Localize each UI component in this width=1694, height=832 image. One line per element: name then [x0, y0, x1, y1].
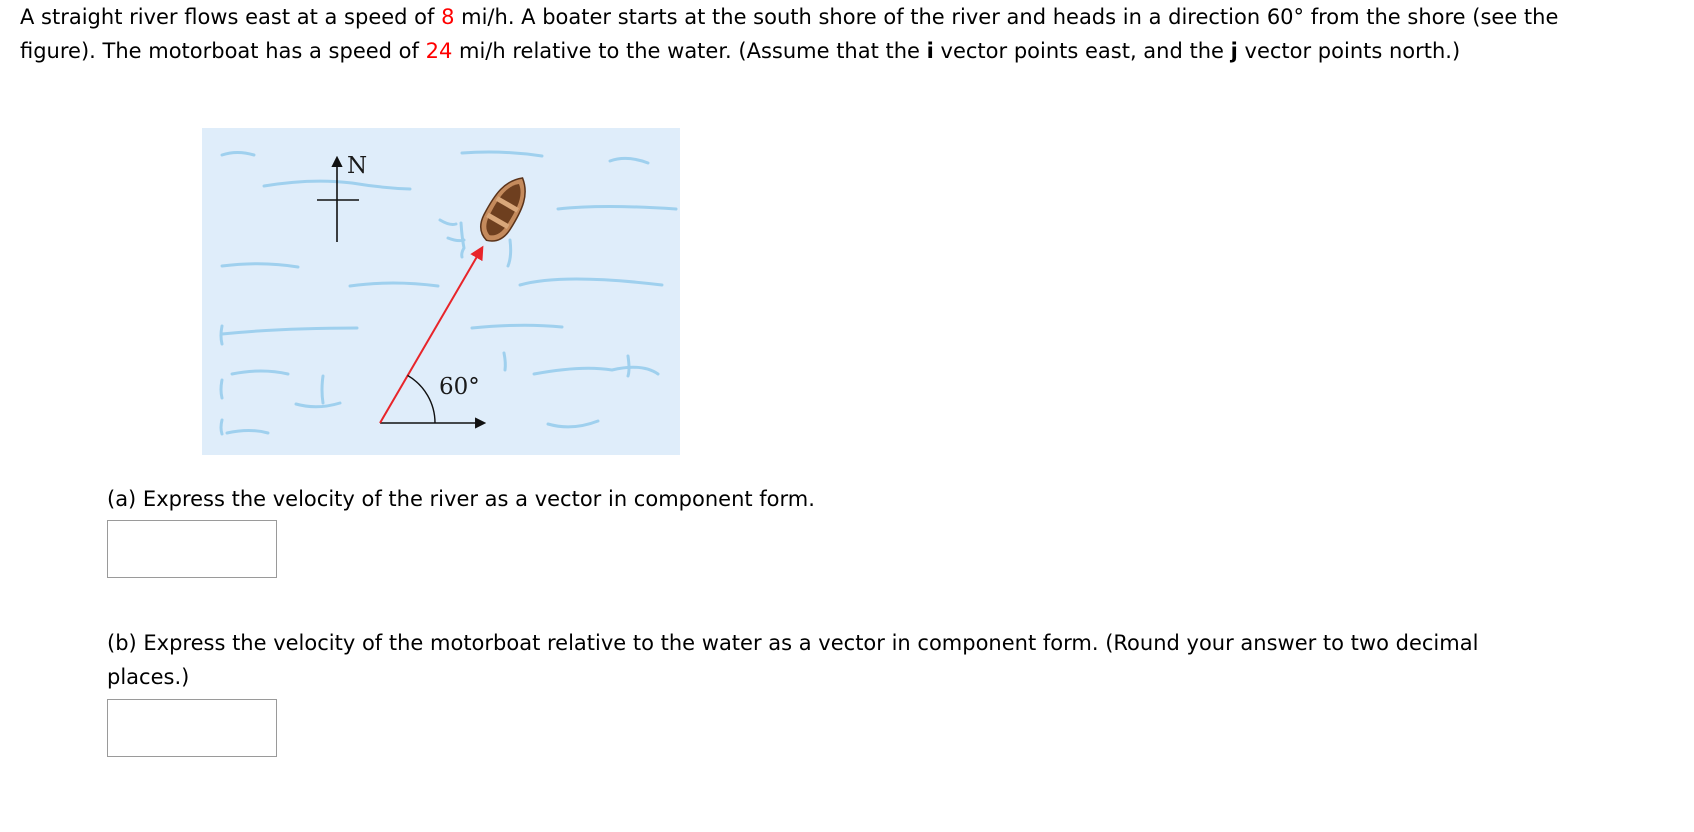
problem-text-5: vector points north.)	[1237, 39, 1461, 63]
question-a-text: (a) Express the velocity of the river as a vector in component form.	[107, 487, 815, 511]
question-b-text: (b) Express the velocity of the motorboat relative to the water as a vector in component form. (Round your answer to two decimal places.)	[107, 631, 1479, 689]
problem-text-4: vector points east, and the	[933, 39, 1231, 63]
j-vector-label: j	[1230, 39, 1238, 63]
problem-text-3: mi/h relative to the water. (Assume that the	[452, 39, 927, 63]
answer-input-a[interactable]	[107, 520, 277, 578]
angle-label: 60°	[439, 374, 480, 400]
river-figure	[202, 128, 680, 455]
problem-text-1: A straight river flows east at a speed of	[20, 5, 442, 29]
river-figure-drawing	[202, 128, 680, 455]
boat-speed-value: 24	[425, 39, 453, 63]
compass-icon	[317, 153, 367, 242]
problem-text-2: mi/h. A boater starts at the south shore of the river and heads in a direction 60° from the shore (see the figure). The motorboat has a speed of	[20, 5, 1559, 63]
i-vector-label: i	[926, 39, 934, 63]
river-speed-value: 8	[441, 5, 455, 29]
angle-arc	[408, 375, 436, 423]
answer-input-b[interactable]	[107, 699, 277, 757]
boat-icon	[473, 170, 535, 248]
north-label: N	[347, 153, 368, 179]
problem-statement	[20, 0, 1565, 68]
